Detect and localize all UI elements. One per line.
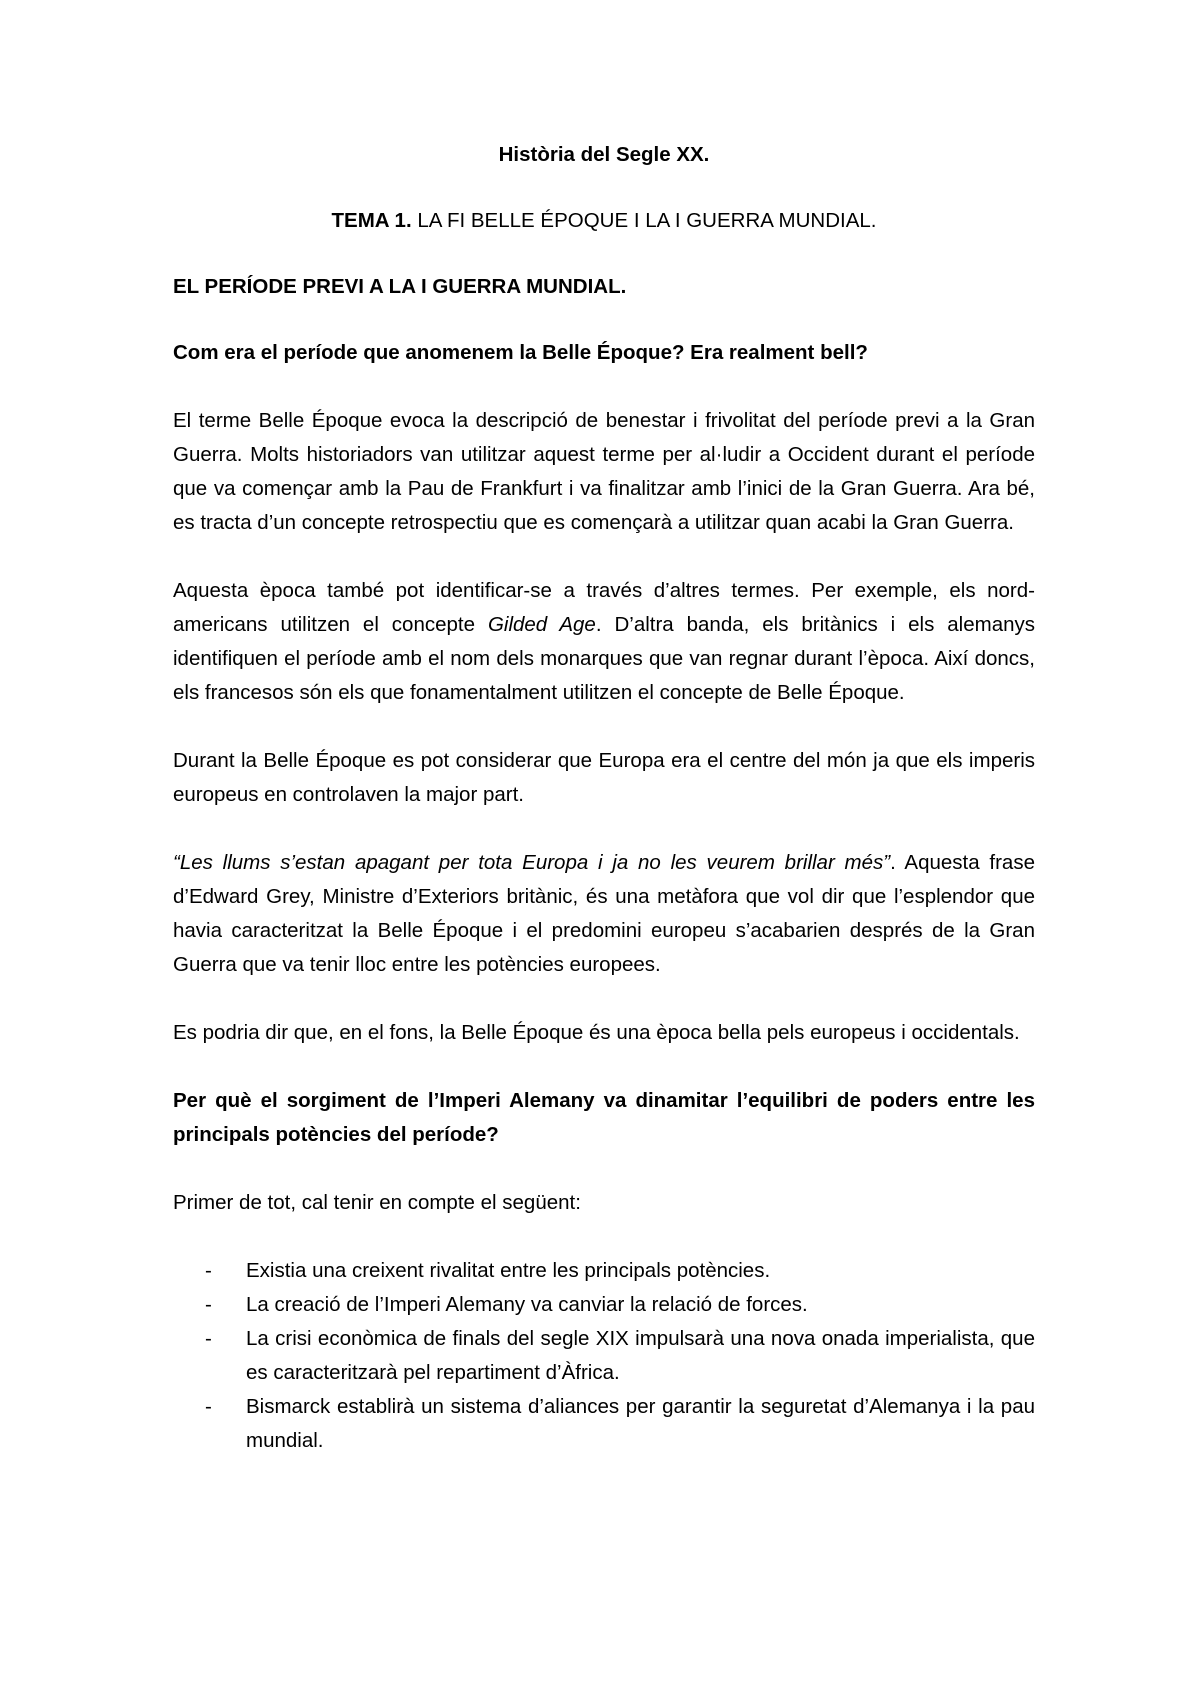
list-item bbox=[173, 1254, 1035, 1288]
bullet-dash: - bbox=[205, 1293, 212, 1316]
bullet-list bbox=[173, 1254, 1035, 1458]
list-item bbox=[173, 1390, 1035, 1458]
list-item-text: Existia una creixent rivalitat entre les principals potències. bbox=[246, 1259, 771, 1282]
paragraph-1: El terme Belle Époque evoca la descripció de benestar i frivolitat del període previ a la Gran Guerra. Molts historiadors van utilitzar aquest terme per al·ludir a Occident durant el període que va començar amb la Pau de Frankfurt i va finalitzar amb l’inici de la Gran Guerra. Ara bé, es tracta d’un concepte retrospectiu que es començarà a utilitzar quan acabi la Gran Guerra. bbox=[173, 409, 1035, 534]
bullet-dash: - bbox=[205, 1259, 212, 1282]
paragraph-2-end: . D’altra banda, els britànics i els alemanys identifiquen el període amb el nom dels monarques que van regnar durant l’època. Així doncs, els francesos són els que fonamentalment utilitzen el concepte de Belle Époque. bbox=[173, 613, 1035, 704]
document-title: Història del Segle XX. bbox=[498, 143, 710, 166]
bullet-dash: - bbox=[205, 1327, 212, 1350]
list-item-text: La crisi econòmica de finals del segle XIX impulsarà una nova onada imperialista, que es caracteritzarà pel repartiment d’Àfrica. bbox=[246, 1327, 1035, 1384]
paragraph-2-italic-term: Gilded Age bbox=[487, 613, 596, 636]
list-item bbox=[173, 1288, 1035, 1322]
list-item-text: La creació de l’Imperi Alemany va canviar la relació de forces. bbox=[246, 1293, 808, 1316]
paragraph-6: Primer de tot, cal tenir en compte el següent: bbox=[173, 1191, 581, 1214]
section-heading: EL PERÍODE PREVI A LA I GUERRA MUNDIAL. bbox=[173, 275, 627, 298]
question-2: Per què el sorgiment de l’Imperi Alemany va dinamitar l’equilibri de poders entre les principals potències del període? bbox=[173, 1089, 1035, 1146]
question-1: Com era el període que anomenem la Belle Époque? Era realment bell? bbox=[173, 341, 868, 364]
paragraph-4-quote: “Les llums s’estan apagant per tota Europa i ja no les veurem brillar més” bbox=[173, 851, 891, 874]
list-item-text: Bismarck establirà un sistema d’aliances per garantir la seguretat d’Alemanya i la pau mundial. bbox=[246, 1395, 1035, 1452]
paragraph-2 bbox=[173, 574, 1035, 710]
bullet-dash: - bbox=[205, 1395, 212, 1418]
paragraph-4-rest: . Aquesta frase d’Edward Grey, Ministre d’Exteriors britànic, és una metàfora que vol dir que l’esplendor que havia caracteritzat la Belle Époque i el predomini europeu s’acabarien després de la Gran Guerra que va tenir lloc entre les potències europees. bbox=[173, 851, 1035, 976]
paragraph-2-start: Aquesta època també pot identificar-se a través d’altres termes. Per exemple, els nord-americans utilitzen el concepte bbox=[173, 579, 1035, 636]
subtitle-text: LA FI BELLE ÉPOQUE I LA I GUERRA MUNDIAL. bbox=[411, 209, 877, 232]
document-subtitle bbox=[173, 204, 1035, 238]
paragraph-3: Durant la Belle Époque es pot considerar que Europa era el centre del món ja que els imperis europeus en controlaven la major part. bbox=[173, 749, 1035, 806]
paragraph-4 bbox=[173, 846, 1035, 982]
paragraph-5: Es podria dir que, en el fons, la Belle Époque és una època bella pels europeus i occidentals. bbox=[173, 1021, 1020, 1044]
list-item bbox=[173, 1322, 1035, 1390]
document-page bbox=[173, 138, 1035, 1458]
subtitle-label: TEMA 1. bbox=[331, 209, 412, 232]
